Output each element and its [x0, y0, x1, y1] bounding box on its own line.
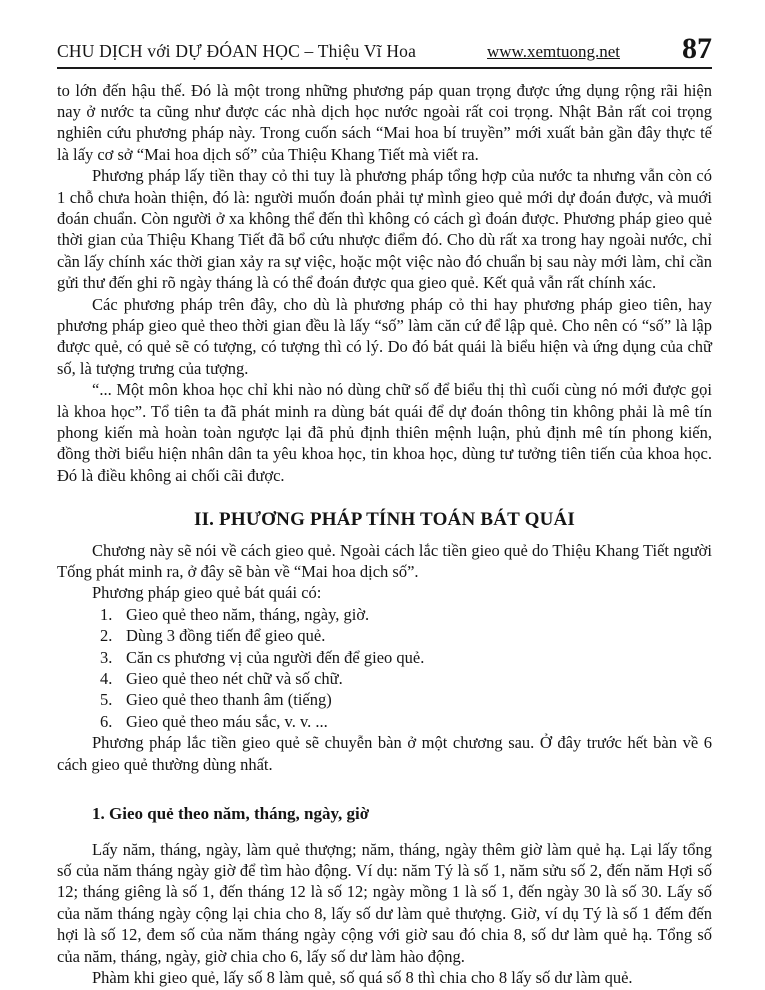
list-item-number: 4.: [100, 669, 113, 689]
running-title: CHU DỊCH với DỰ ĐÓAN HỌC – Thiệu Vĩ Hoa: [57, 40, 417, 61]
paragraph: Phương pháp gieo quẻ bát quái có:: [92, 583, 322, 603]
list-item-text: Gieo quẻ theo thanh âm (tiếng): [126, 690, 332, 710]
list-item-text: Dùng 3 đồng tiến để gieo quẻ.: [126, 626, 326, 646]
list-item: [57, 604, 712, 625]
paragraph: Các phương pháp trên đây, cho dù là phương pháp cỏ thi hay phương pháp gieo tiên, hay phương pháp gieo quẻ theo thời gian đều là lấy “số” làm căn cứ để lập quẻ. Cho nên có “số” là lập được quẻ, có quẻ sẽ có tượng, có tượng thì có lý. Do đó bát quái là biểu hiện và ứng dụng của chữ số, là tượng trưng của tượng.: [57, 294, 712, 378]
paragraph-continuation: to lớn đến hậu thế. Đó là một trong những phương páp quan trọng được ứng dụng rộng rãi hiện nay ở nước ta cũng như được các nhà dịch học nước ngoài rất coi trọng. Nhật Bản rất coi trọng nghiên cứu phương pháp này. Trong cuốn sách “Mai hoa bí truyền” mới xuất bản gần đây thực tế là lấy cơ sở “Mai hoa dịch số” của Thiệu Khang Tiết mà viết ra.: [57, 80, 712, 164]
section-heading: II. PHƯƠNG PHÁP TÍNH TOÁN BÁT QUÁI: [193, 509, 576, 531]
list-item-number: 1.: [100, 604, 113, 624]
list-item-number: 3.: [100, 647, 113, 667]
list-item-text: Gieo quẻ theo năm, tháng, ngày, giờ.: [126, 604, 370, 624]
page-number: 87: [682, 32, 712, 65]
page-body: [57, 80, 712, 989]
list-item: [57, 689, 712, 710]
list-item-text: Căn cs phương vị của người đến để gieo quẻ.: [126, 647, 425, 667]
list-item-number: 5.: [100, 690, 113, 710]
paragraph: Phương pháp lắc tiền gieo quẻ sẽ chuyễn bàn ở một chương sau. Ở đây trước hết bàn về 6 cách gieo quẻ thường dùng nhất.: [57, 733, 712, 774]
paragraph: “... Một môn khoa học chỉ khi nào nó dùng chữ số để biểu thị thì cuối cùng nó mới được gọi là khoa học”. Tổ tiên ta đã phát minh ra dùng bát quái để dự đoán thông tin không phải là mê tín phong kiến mà hoàn toàn ngược lại đã phủ định thiên mệnh luận, phủ định mê tín phong kiến, đồng thời biểu hiện nhân dân ta yêu khoa học, tin khoa học, dùng tư tưởng tiên tiến của khoa học. Đó là điều không ai chối cãi được.: [57, 380, 712, 485]
page-header: [57, 32, 712, 69]
website-link[interactable]: www.xemtuong.net: [487, 41, 620, 61]
list-item: [57, 668, 712, 689]
list-item-text: Gieo quẻ theo máu sắc, v. v. ...: [126, 711, 328, 731]
numbered-list: [57, 604, 712, 732]
list-item: [57, 625, 712, 646]
subsection-heading: 1. Gieo quẻ theo năm, tháng, ngày, giờ: [92, 804, 370, 824]
paragraph: Chương này sẽ nói về cách gieo quẻ. Ngoài cách lắc tiền gieo quẻ do Thiệu Khang Tiết người Tống phát minh ra, ở đây sẽ bàn về “Mai hoa dịch số”.: [57, 540, 712, 582]
list-item: [57, 647, 712, 668]
list-item-number: 2.: [100, 626, 113, 646]
list-item-text: Gieo quẻ theo nét chữ và số chữ.: [126, 669, 343, 689]
paragraph: Phàm khi gieo quẻ, lấy số 8 làm quẻ, số quá số 8 thì chia cho 8 lấy số dư làm quẻ.: [92, 967, 633, 987]
list-item-number: 6.: [100, 711, 113, 731]
paragraph: Lấy năm, tháng, ngày, làm quẻ thượng; năm, tháng, ngày thêm giờ làm quẻ hạ. Lại lấy tổng số của năm tháng ngày giờ để tìm hào động. Ví dụ: năm Tý là số 1, năm sửu số 2, đến năm Hợi số 12; tháng giêng là số 1, đến tháng 12 là số 12; ngày mồng 1 là số 1, đến ngày 30 là số 30. Lấy số của năm tháng ngày cộng lại chia cho 8, lấy số dư làm quẻ thượng. Giờ, ví dụ Tý là số 1 đếm đến hợi là số 12, đem số của năm tháng ngày cộng với giờ sau đó chia 8, số dư làm quẻ hạ. Tổng số của năm, tháng, ngày, giờ chia cho 6, lấy số dư làm hào động.: [57, 839, 712, 966]
paragraph: Phương pháp lấy tiền thay cỏ thi tuy là phương pháp tổng hợp của nước ta nhưng vẫn còn có 1 chỗ chưa hoàn thiện, đó là: người muốn đoán phải tự mình gieo quẻ mới dự đoán được, và muới đoán chuẩn. Còn người ở xa không thể đến thì không có cách gì đoán được. Phương pháp gieo quẻ thời gian của Thiệu Khang Tiết đã bổ cứu nhược điểm đó. Cho dù rất xa trong hay ngoài nước, chỉ cần lấy chính xác thời gian xảy ra sự việc, hoặc một việc nào đó chuẩn bị sau này mới làm, chỉ cần gửi thư đến ghi rõ ngày tháng là có thể đoán được qua gieo quẻ. Kết quả vẫn rất chính xác.: [57, 166, 712, 293]
list-item: [57, 711, 712, 732]
